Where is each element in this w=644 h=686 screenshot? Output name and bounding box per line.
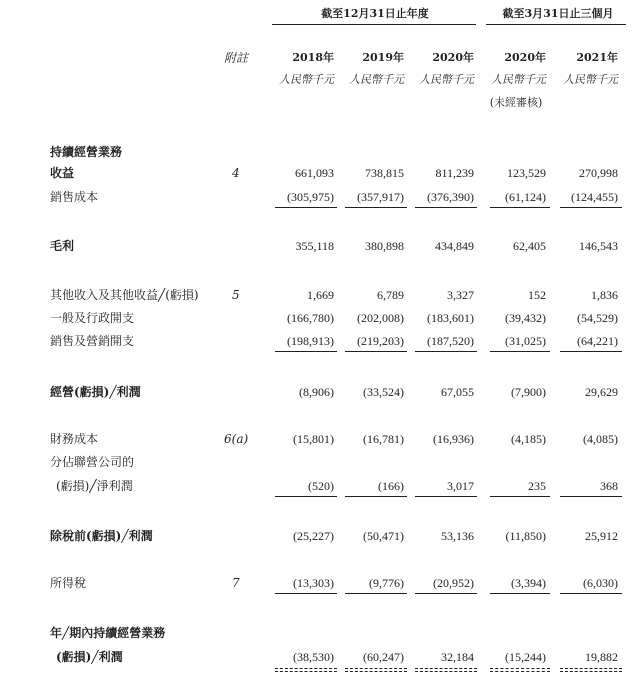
subtotal-rule	[345, 207, 407, 208]
col-year-2021-q1: 2021年	[576, 51, 618, 64]
row-label-period-result-line1: 年╱期內持續經營業務	[50, 626, 166, 640]
cell-finance-costs-2021-q1: (4,085)	[583, 432, 618, 446]
cell-period-result-2020: 32,184	[441, 650, 474, 664]
col-year-2020-q1: 2020年	[504, 51, 546, 64]
subtotal-rule	[560, 351, 622, 352]
header-quarter-group-rule	[486, 24, 626, 25]
header-year-group: 截至12月31日止年度	[321, 7, 429, 20]
col-unit-2018: 人民幣千元	[279, 73, 334, 86]
total-rule	[415, 668, 477, 669]
cell-share-associates-2020: 3,017	[447, 479, 474, 493]
cell-cost-of-sales-2018: (305,975)	[287, 190, 334, 204]
total-rule	[560, 668, 622, 669]
cell-selling-expenses-2020: (187,520)	[427, 334, 474, 348]
row-label-revenue: 收益	[50, 166, 75, 180]
row-label-cost-of-sales: 銷售成本	[50, 190, 99, 204]
cell-revenue-2019: 738,815	[365, 166, 404, 180]
cell-operating-result-2020: 67,055	[441, 385, 474, 399]
subtotal-rule	[275, 593, 337, 594]
subtotal-rule	[560, 496, 622, 497]
row-label-other-income: 其他收入及其他收益╱(虧損)	[50, 288, 199, 302]
total-rule	[275, 671, 337, 672]
header-year-group-rule	[272, 24, 476, 25]
total-rule	[490, 668, 550, 669]
row-label-operating-result: 經營(虧損)╱利潤	[50, 385, 141, 399]
col-unit-2020: 人民幣千元	[419, 73, 474, 86]
cell-income-tax-2018: (13,303)	[293, 576, 334, 590]
cell-period-result-2018: (38,530)	[293, 650, 334, 664]
row-label-period-result-line2: (虧損)╱利潤	[56, 650, 123, 664]
total-rule	[490, 671, 550, 672]
cell-finance-costs-2019: (16,781)	[363, 432, 404, 446]
cell-pre-tax-2020-q1: (11,850)	[505, 529, 546, 543]
cell-cost-of-sales-2019: (357,917)	[357, 190, 404, 204]
cell-gross-profit-2020: 434,849	[435, 239, 474, 253]
cell-share-associates-2021-q1: 368	[600, 479, 618, 493]
row-label-pre-tax-result: 除稅前(虧損)╱利潤	[50, 529, 153, 543]
total-rule	[560, 671, 622, 672]
cell-cost-of-sales-2020: (376,390)	[427, 190, 474, 204]
cell-period-result-2021-q1: 19,882	[585, 650, 618, 664]
subtotal-rule	[345, 593, 407, 594]
cell-admin-expenses-2019: (202,008)	[357, 311, 404, 325]
row-label-share-of-associates-result: (虧損)╱淨利潤	[56, 479, 133, 493]
cell-income-tax-2020: (20,952)	[433, 576, 474, 590]
col-year-2020: 2020年	[432, 51, 474, 64]
note-other-income: 5	[232, 288, 240, 302]
cell-gross-profit-2021-q1: 146,543	[579, 239, 618, 253]
cell-gross-profit-2020-q1: 62,405	[513, 239, 546, 253]
cell-revenue-2018: 661,093	[295, 166, 334, 180]
row-label-income-tax: 所得稅	[50, 576, 87, 590]
row-label-gross-profit: 毛利	[50, 239, 75, 253]
subtotal-rule	[415, 593, 477, 594]
row-label-finance-costs: 財務成本	[50, 432, 99, 446]
cell-other-income-2021-q1: 1,836	[591, 288, 618, 302]
subtotal-rule	[490, 593, 550, 594]
cell-income-tax-2020-q1: (3,394)	[511, 576, 546, 590]
cell-other-income-2019: 6,789	[377, 288, 404, 302]
total-rule	[345, 668, 407, 669]
subtotal-rule	[275, 207, 337, 208]
subtotal-rule	[415, 496, 477, 497]
cell-pre-tax-2018: (25,227)	[293, 529, 334, 543]
cell-finance-costs-2018: (15,801)	[293, 432, 334, 446]
total-rule	[345, 671, 407, 672]
cell-period-result-2019: (60,247)	[363, 650, 404, 664]
cell-revenue-2021-q1: 270,998	[579, 166, 618, 180]
subtotal-rule	[275, 496, 337, 497]
cell-gross-profit-2018: 355,118	[295, 239, 334, 253]
row-label-selling-expenses: 銷售及營銷開支	[50, 334, 135, 348]
cell-revenue-2020: 811,239	[435, 166, 474, 180]
cell-selling-expenses-2020-q1: (31,025)	[505, 334, 546, 348]
cell-other-income-2020: 3,327	[447, 288, 474, 302]
cell-cost-of-sales-2021-q1: (124,455)	[571, 190, 618, 204]
cell-revenue-2020-q1: 123,529	[507, 166, 546, 180]
col-unit-2021-q1: 人民幣千元	[563, 73, 618, 86]
subtotal-rule	[275, 351, 337, 352]
subtotal-rule	[345, 351, 407, 352]
cell-selling-expenses-2019: (219,203)	[357, 334, 404, 348]
cell-selling-expenses-2018: (198,913)	[287, 334, 334, 348]
cell-other-income-2020-q1: 152	[528, 288, 546, 302]
row-label-continuing-ops: 持續經營業務	[50, 145, 123, 159]
cell-gross-profit-2019: 380,898	[365, 239, 404, 253]
cell-selling-expenses-2021-q1: (64,221)	[577, 334, 618, 348]
col-unaudited-note: (未經審核)	[489, 96, 543, 109]
total-rule	[275, 668, 337, 669]
col-unit-2020-q1: 人民幣千元	[491, 73, 546, 86]
cell-pre-tax-2020: 53,136	[441, 529, 474, 543]
note-revenue: 4	[232, 166, 240, 180]
cell-income-tax-2021-q1: (6,030)	[583, 576, 618, 590]
row-label-share-of-associates: 分佔聯營公司的	[50, 455, 135, 469]
subtotal-rule	[560, 593, 622, 594]
cell-pre-tax-2019: (50,471)	[363, 529, 404, 543]
cell-period-result-2020-q1: (15,244)	[505, 650, 546, 664]
col-year-2018: 2018年	[292, 51, 334, 64]
cell-income-tax-2019: (9,776)	[369, 576, 404, 590]
note-finance-costs: 6(a)	[224, 432, 249, 446]
subtotal-rule	[490, 351, 550, 352]
col-unit-2019: 人民幣千元	[349, 73, 404, 86]
subtotal-rule	[560, 207, 622, 208]
cell-operating-result-2021-q1: 29,629	[585, 385, 618, 399]
subtotal-rule	[415, 207, 477, 208]
total-rule	[415, 671, 477, 672]
cell-operating-result-2020-q1: (7,900)	[511, 385, 546, 399]
row-label-admin-expenses: 一般及行政開支	[50, 311, 135, 325]
cell-finance-costs-2020-q1: (4,185)	[511, 432, 546, 446]
subtotal-rule	[490, 496, 550, 497]
cell-share-associates-2020-q1: 235	[528, 479, 546, 493]
cell-operating-result-2018: (8,906)	[299, 385, 334, 399]
cell-other-income-2018: 1,669	[307, 288, 334, 302]
col-year-2019: 2019年	[362, 51, 404, 64]
cell-cost-of-sales-2020-q1: (61,124)	[505, 190, 546, 204]
subtotal-rule	[345, 496, 407, 497]
cell-finance-costs-2020: (16,936)	[433, 432, 474, 446]
subtotal-rule	[490, 207, 550, 208]
cell-operating-result-2019: (33,524)	[363, 385, 404, 399]
cell-admin-expenses-2018: (166,780)	[287, 311, 334, 325]
cell-share-associates-2018: (520)	[308, 479, 334, 493]
cell-share-associates-2019: (166)	[378, 479, 404, 493]
subtotal-rule	[415, 351, 477, 352]
note-column-header: 附註	[224, 51, 249, 65]
header-quarter-group: 截至3月31日止三個月	[502, 7, 614, 20]
cell-pre-tax-2021-q1: 25,912	[585, 529, 618, 543]
cell-admin-expenses-2021-q1: (54,529)	[577, 311, 618, 325]
cell-admin-expenses-2020: (183,601)	[427, 311, 474, 325]
note-income-tax: 7	[232, 576, 240, 590]
cell-admin-expenses-2020-q1: (39,432)	[505, 311, 546, 325]
